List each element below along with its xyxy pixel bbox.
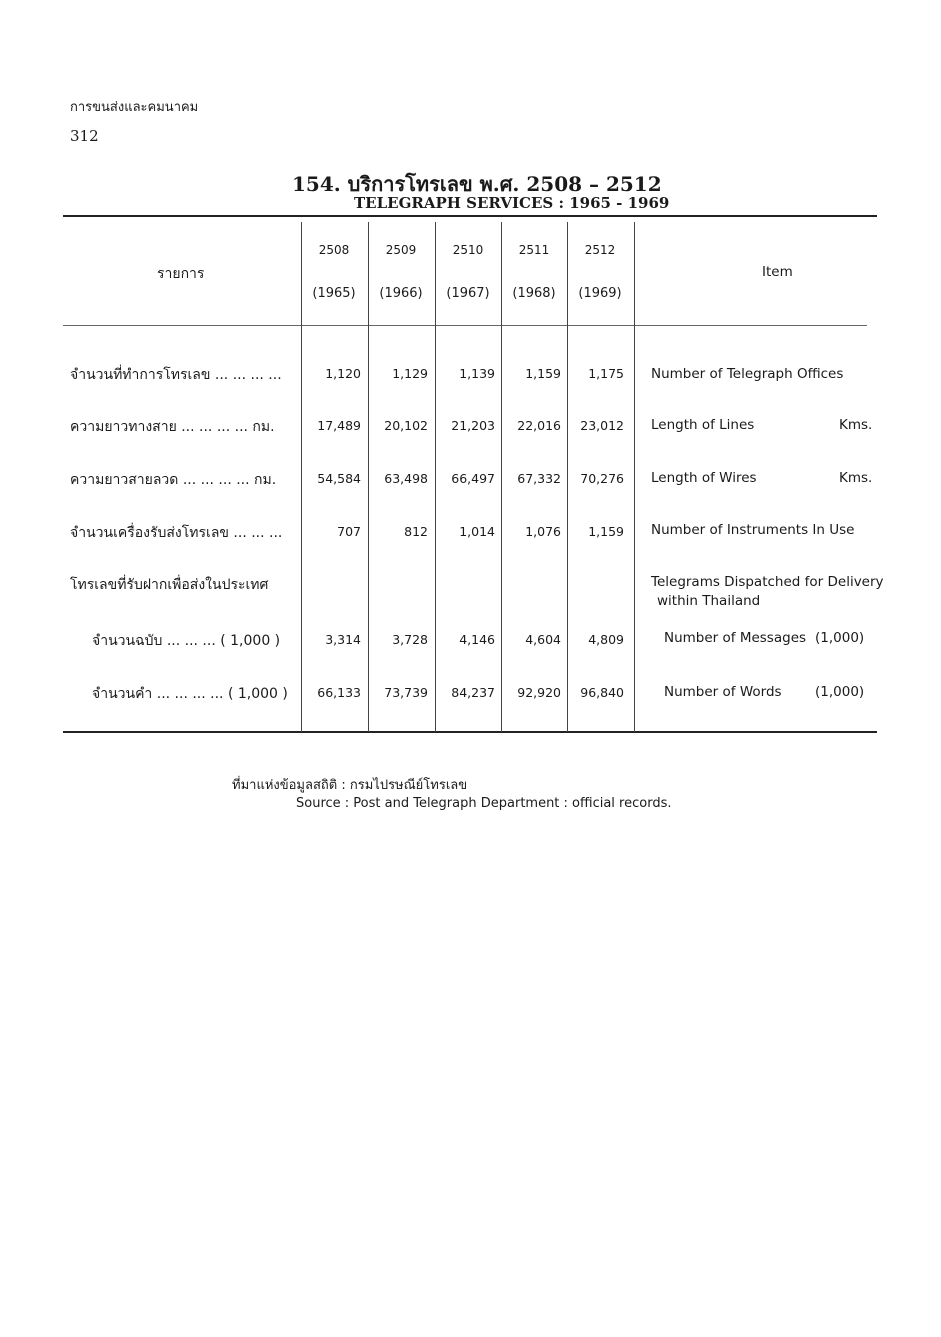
column-header-year-ad: (1966) [379, 286, 423, 301]
column-header-year-be: 2511 [518, 243, 550, 257]
column-header-year-be: 2509 [385, 243, 417, 257]
column-header-year-be: 2510 [452, 243, 484, 257]
column-header-item-english: Item [762, 264, 793, 280]
table-cell: 73,739 [384, 685, 428, 700]
table-cell: 1,129 [392, 366, 428, 381]
section-title: การขนส่งและคมนาคม [70, 100, 199, 115]
table-cell: 1,175 [588, 366, 624, 381]
table-cell: 66,497 [451, 471, 495, 486]
row-label-english: Length of Wires [651, 470, 757, 486]
row-label-english: Number of Messages [664, 630, 807, 646]
table-cell: 1,076 [525, 524, 561, 539]
source-thai: ที่มาแห่งข้อมูลสถิติ : กรมไปรษณีย์โทรเลข [232, 778, 468, 793]
table-cell: 21,203 [451, 418, 495, 433]
column-header-year-ad: (1969) [578, 286, 622, 301]
row-label-english: Number of Instruments In Use [651, 522, 855, 538]
table-cell: 67,332 [517, 471, 561, 486]
row-label-english: Length of Lines [651, 417, 755, 433]
header-divider [63, 325, 867, 326]
row-label-thai: จำนวนคำ ... ... ... ... ( 1,000 ) [92, 686, 288, 702]
page-number: 312 [70, 127, 99, 145]
table-cell: 23,012 [580, 418, 624, 433]
table-cell: 17,489 [317, 418, 361, 433]
table-cell: 1,120 [325, 366, 361, 381]
table-cell: 54,584 [317, 471, 361, 486]
table-title-thai: 154. บริการโทรเลข พ.ศ. 2508 – 2512 [292, 172, 662, 196]
table-cell: 1,014 [459, 524, 495, 539]
table-cell: 4,809 [588, 632, 624, 647]
table-cell: 3,314 [325, 632, 361, 647]
column-header-year-ad: (1967) [446, 286, 490, 301]
bottom-rule [63, 731, 877, 733]
table-cell: 70,276 [580, 471, 624, 486]
table-cell: 4,146 [459, 632, 495, 647]
table-cell: 1,159 [588, 524, 624, 539]
table-cell: 22,016 [517, 418, 561, 433]
table-cell: 707 [337, 524, 361, 539]
row-unit: (1,000) [815, 684, 865, 700]
row-label-thai: จำนวนที่ทำการโทรเลข ... ... ... ... [70, 367, 282, 383]
table-cell: 63,498 [384, 471, 428, 486]
column-divider [634, 222, 635, 732]
row-unit: Kms. [839, 470, 873, 486]
table-cell: 66,133 [317, 685, 361, 700]
row-label-english: Number of Words [664, 684, 782, 700]
column-divider [301, 222, 302, 732]
row-label-thai: ความยาวสายลวด ... ... ... ... กม. [70, 472, 277, 488]
column-header-year-be: 2512 [584, 243, 616, 257]
row-unit: Kms. [839, 417, 873, 433]
table-cell: 20,102 [384, 418, 428, 433]
group-label-thai: โทรเลขที่รับฝากเพื่อส่งในประเทศ [70, 577, 269, 593]
column-divider [435, 222, 436, 732]
table-cell: 84,237 [451, 685, 495, 700]
table-cell: 4,604 [525, 632, 561, 647]
table-cell: 812 [404, 524, 428, 539]
table-cell: 3,728 [392, 632, 428, 647]
column-header-item-thai: รายการ [157, 266, 205, 282]
row-label-thai: จำนวนเครื่องรับส่งโทรเลข ... ... ... [70, 525, 283, 541]
row-label-thai: ความยาวทางสาย ... ... ... ... กม. [70, 419, 275, 435]
group-label-english-line2: within Thailand [657, 593, 761, 609]
column-divider [501, 222, 502, 732]
row-label-english: Number of Telegraph Offices [651, 366, 844, 382]
table-title-english: TELEGRAPH SERVICES : 1965 - 1969 [354, 194, 670, 212]
table-cell: 1,159 [525, 366, 561, 381]
row-unit: (1,000) [815, 630, 865, 646]
row-label-thai: จำนวนฉบับ ... ... ... ( 1,000 ) [92, 633, 281, 649]
table-cell: 92,920 [517, 685, 561, 700]
column-header-year-be: 2508 [318, 243, 350, 257]
column-header-year-ad: (1965) [312, 286, 356, 301]
group-label-english: Telegrams Dispatched for Delivery [651, 574, 884, 590]
source-english: Source : Post and Telegraph Department : official records. [296, 796, 672, 811]
column-divider [368, 222, 369, 732]
table-cell: 1,139 [459, 366, 495, 381]
column-header-year-ad: (1968) [512, 286, 556, 301]
table-cell: 96,840 [580, 685, 624, 700]
top-rule [63, 215, 877, 217]
